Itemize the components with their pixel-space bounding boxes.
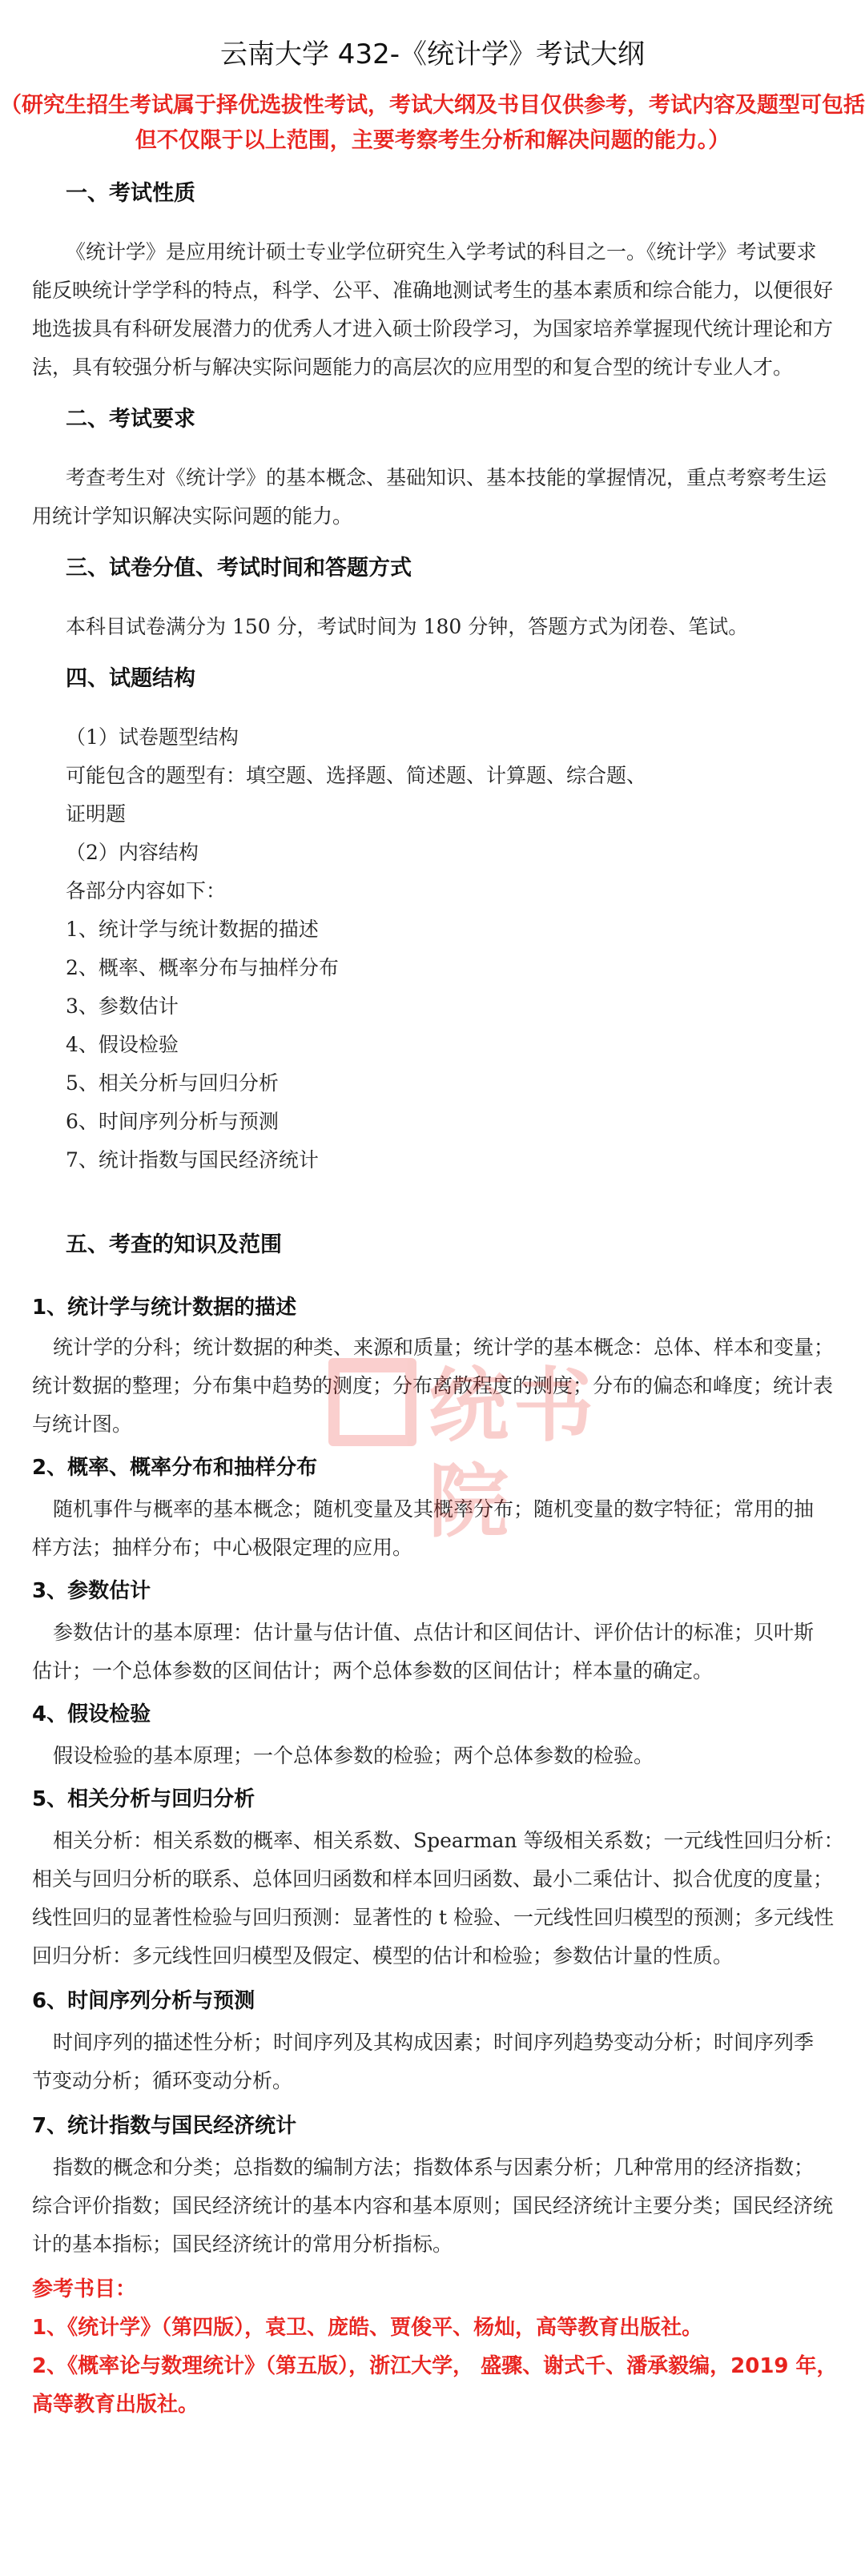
list-line: （1）试卷题型结构 [66, 725, 239, 749]
paragraph-line: 综合评价指数；国民经济统计的基本内容和基本原则；国民经济统计主要分类；国民经济统 [32, 2194, 834, 2217]
topic-7-title: 7、统计指数与国民经济统计 [32, 2114, 297, 2138]
references-title: 参考书目： [32, 2277, 137, 2301]
reference-item: 1、《统计学》（第四版），袁卫、庞皓、贾俊平、杨灿，高等教育出版社。 [32, 2316, 703, 2340]
paragraph-line: 样方法；抽样分布；中心极限定理的应用。 [32, 1536, 413, 1559]
list-line: 6、时间序列分析与预测 [66, 1110, 279, 1133]
list-line: 1、统计学与统计数据的描述 [66, 918, 319, 941]
list-line: 3、参数估计 [66, 995, 179, 1018]
topic-6-title: 6、时间序列分析与预测 [32, 1989, 255, 2013]
list-line: （2）内容结构 [66, 841, 199, 864]
topic-3-title: 3、参数估计 [32, 1579, 151, 1603]
paragraph-line: 法，具有较强分析与解决实际问题能力的高层次的应用型的和复合型的统计专业人才。 [32, 356, 794, 379]
paragraph-line: 时间序列的描述性分析；时间序列及其构成因素；时间序列趋势变动分析；时间序列季 [53, 2031, 815, 2054]
paragraph-line: 与统计图。 [32, 1413, 133, 1436]
document-title: 云南大学 432-《统计学》考试大纲 [220, 38, 645, 70]
section-2-heading: 二、考试要求 [66, 407, 195, 432]
reference-item: 2、《概率论与数理统计》（第五版），浙江大学， 盛骤、谢式千、潘承毅编，2019 年， [32, 2354, 838, 2378]
paragraph-line: 相关与回归分析的联系、总体回归函数和样本回归函数、最小二乘估计、拟合优度的度量； [32, 1867, 834, 1891]
paragraph-line: 本科目试卷满分为 150 分，考试时间为 180 分钟，答题方式为闭卷、笔试。 [66, 615, 749, 638]
paragraph-line: 节变动分析；循环变动分析。 [32, 2069, 293, 2092]
paragraph-line: 统计数据的整理；分布集中趋势的测度；分布离散程度的测度；分布的偏态和峰度；统计表 [32, 1374, 834, 1397]
paragraph-line: 《统计学》是应用统计硕士专业学位研究生入学考试的科目之一。《统计学》考试要求 [66, 240, 817, 263]
paragraph-line: 相关分析：相关系数的概率、相关系数、Spearman 等级相关系数；一元线性回归分析： [53, 1829, 844, 1852]
topic-2-title: 2、概率、概率分布和抽样分布 [32, 1456, 318, 1480]
paragraph-line: 指数的概念和分类；总指数的编制方法；指数体系与因素分析；几种常用的经济指数； [53, 2156, 815, 2179]
paragraph-line: 地选拔具有科研发展潜力的优秀人才进入硕士阶段学习，为国家培养掌握现代统计理论和方 [32, 317, 834, 340]
paragraph-line: 用统计学知识解决实际问题的能力。 [32, 504, 353, 528]
watermark-text: 统书院 [428, 1359, 598, 1549]
paragraph-line: 计的基本指标；国民经济统计的常用分析指标。 [32, 2232, 453, 2256]
list-line: 7、统计指数与国民经济统计 [66, 1148, 319, 1171]
list-line: 4、假设检验 [66, 1033, 179, 1056]
section-3-heading: 三、试卷分值、考试时间和答题方式 [66, 556, 412, 581]
list-line: 5、相关分析与回归分析 [66, 1071, 279, 1095]
paragraph-line: 假设检验的基本原理；一个总体参数的检验；两个总体参数的检验。 [53, 1744, 654, 1767]
watermark [328, 1350, 681, 1549]
notice-line-1: （研究生招生考试属于择优选拔性考试，考试大纲及书目仅供参考，考试内容及题型可包括 [0, 93, 865, 118]
list-line: 各部分内容如下： [66, 879, 227, 902]
section-1-heading: 一、考试性质 [66, 181, 195, 206]
topic-4-title: 4、假设检验 [32, 1702, 151, 1726]
paragraph-line: 回归分析：多元线性回归模型及假定、模型的估计和检验；参数估计量的性质。 [32, 1944, 734, 1967]
section-4-heading: 四、试题结构 [66, 666, 195, 691]
reference-item: 高等教育出版社。 [32, 2393, 199, 2417]
list-line: 证明题 [66, 802, 127, 826]
list-line: 可能包含的题型有：填空题、选择题、简述题、计算题、综合题、 [66, 764, 647, 787]
paragraph-line: 考查考生对《统计学》的基本概念、基础知识、基本技能的掌握情况，重点考察考生运 [66, 466, 827, 489]
paragraph-line: 参数估计的基本原理：估计量与估计值、点估计和区间估计、评价估计的标准；贝叶斯 [53, 1621, 815, 1644]
paragraph-line: 线性回归的显著性检验与回归预测：显著性的 t 检验、一元线性回归模型的预测；多元线性 [32, 1906, 834, 1929]
list-line: 2、概率、概率分布与抽样分布 [66, 956, 339, 979]
section-5-heading: 五、考查的知识及范围 [66, 1232, 282, 1257]
paragraph-line: 估计；一个总体参数的区间估计；两个总体参数的区间估计；样本量的确定。 [32, 1659, 714, 1682]
paragraph-line: 能反映统计学学科的特点，科学、公平、准确地测试考生的基本素质和综合能力，以便很好 [32, 279, 834, 302]
topic-5-title: 5、相关分析与回归分析 [32, 1787, 255, 1811]
topic-1-title: 1、统计学与统计数据的描述 [32, 1296, 297, 1320]
paragraph-line: 统计学的分科；统计数据的种类、来源和质量；统计学的基本概念：总体、样本和变量； [53, 1336, 835, 1359]
notice-line-2: 但不仅限于以上范围，主要考察考生分析和解决问题的能力。） [135, 128, 730, 153]
paragraph-line: 随机事件与概率的基本概念；随机变量及其概率分布；随机变量的数字特征；常用的抽 [53, 1497, 815, 1521]
